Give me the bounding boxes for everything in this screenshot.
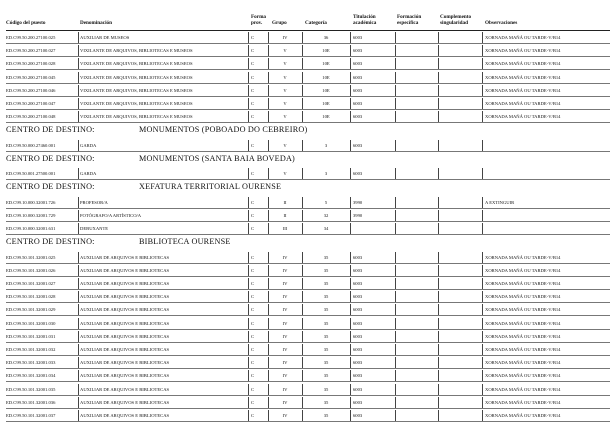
cell-categoria: 35 <box>323 360 329 366</box>
header-complemento: Complemento <box>440 14 472 20</box>
cell-codigo: ED.C99.50.101.32001.026 <box>6 267 56 273</box>
cell-codigo: ED.C99.50.101.32001.031 <box>6 333 56 339</box>
section-label: CENTRO DE DESTINO: <box>6 153 95 163</box>
cell-grupo: IV <box>282 35 288 40</box>
table-row <box>0 356 614 369</box>
cell-categoria: 3 <box>324 142 328 148</box>
cell-codigo: ED.C99.50.101.32001.027 <box>6 281 56 286</box>
cell-denominacion: AUXILIAR DE ARQUIVOS E BIBLIOTECAS <box>80 294 170 300</box>
cell-denominacion: AUXILIAR DE ARQUIVOS E BIBLIOTECAS <box>80 360 170 366</box>
header-grupo: Grupo <box>272 20 287 26</box>
cell-titulacion: 6003 <box>353 386 363 392</box>
cell-categoria: 35 <box>323 413 329 418</box>
table-row <box>0 343 614 356</box>
cell-grupo: IV <box>282 254 288 260</box>
cell-codigo: ED.C99.10.000.32001.726 <box>6 199 56 205</box>
cell-denominacion: VIXILANTE DE ARQUIVOS, BIBLIOTECAS E MUSEOS <box>80 114 193 120</box>
cell-grupo: V <box>283 114 287 120</box>
cell-grupo: IV <box>282 360 288 366</box>
cell-denominacion: AUXILIAR DE ARQUIVOS E BIBLIOTECAS <box>80 399 170 405</box>
cell-categoria: 35 <box>323 267 329 273</box>
cell-observaciones: A EXTINGUIR <box>485 199 515 205</box>
cell-categoria: 10E <box>322 61 330 67</box>
cell-observaciones: XORNADA MAÑÁ OU TARDE-V/B14 <box>485 360 561 366</box>
cell-grupo: V <box>283 48 287 54</box>
cell-codigo: ED.C99.10.000.32001.631 <box>6 226 56 232</box>
cell-categoria: 35 <box>323 347 329 352</box>
cell-codigo: ED.C99.50.001.27500.001 <box>6 171 56 177</box>
cell-grupo: IV <box>282 373 288 379</box>
cell-categoria: 35 <box>323 307 329 313</box>
cell-codigo: ED.C99.50.200.27100.046 <box>6 87 56 93</box>
cell-forma: C <box>251 281 255 286</box>
cell-denominacion: VIXILANTE DE ARQUIVOS, BIBLIOTECAS E MUSEOS <box>80 101 193 106</box>
table-row <box>0 251 614 264</box>
cell-grupo: IV <box>282 320 288 326</box>
cell-grupo: II <box>283 212 287 218</box>
cell-codigo: ED.C99.50.200.27100.025 <box>6 35 56 40</box>
cell-denominacion: AUXILIAR DE ARQUIVOS E BIBLIOTECAS <box>80 267 170 273</box>
cell-observaciones: XORNADA MAÑÁ OU TARDE-V/B14 <box>485 413 561 418</box>
cell-denominacion: AUXILIAR DE ARQUIVOS E BIBLIOTECAS <box>80 254 170 260</box>
header-formacion: Formación <box>397 14 422 20</box>
cell-denominacion: VIXILANTE DE ARQUIVOS, BIBLIOTECAS E MUSEOS <box>80 48 193 54</box>
cell-denominacion: GARDA <box>80 142 97 148</box>
cell-titulacion: 6003 <box>353 171 363 177</box>
cell-forma: C <box>251 267 255 273</box>
cell-codigo: ED.C99.50.200.27100.028 <box>6 61 56 67</box>
header-singularidad: singularidad <box>440 20 468 26</box>
cell-observaciones: XORNADA MAÑÁ OU TARDE-V/B14 <box>485 386 561 392</box>
cell-denominacion: AUXILIAR DE ARQUIVOS E BIBLIOTECAS <box>80 413 170 418</box>
section-header <box>0 235 614 248</box>
cell-grupo: IV <box>282 281 288 286</box>
cell-forma: C <box>251 399 255 405</box>
cell-denominacion: AUXILIAR DE ARQUIVOS E BIBLIOTECAS <box>80 386 170 392</box>
section-label: CENTRO DE DESTINO: <box>6 182 95 192</box>
cell-titulacion: 3990 <box>353 199 363 205</box>
cell-codigo: ED.C99.50.200.27100.027 <box>6 48 56 54</box>
cell-titulacion: 6003 <box>353 254 363 260</box>
cell-forma: C <box>251 413 255 418</box>
cell-observaciones: XORNADA MAÑÁ OU TARDE-V/B14 <box>485 114 561 120</box>
section-header <box>0 123 614 136</box>
cell-denominacion: AUXILIAR DE ARQUIVOS E BIBLIOTECAS <box>80 333 170 339</box>
cell-forma: C <box>251 373 255 379</box>
header-especifica: específica <box>397 20 419 26</box>
cell-categoria: 10E <box>322 87 330 93</box>
cell-forma: C <box>251 142 255 148</box>
cell-categoria: 35 <box>323 386 329 392</box>
cell-observaciones: XORNADA MAÑÁ OU TARDE-V/B14 <box>485 101 561 106</box>
cell-titulacion: 6003 <box>353 267 363 273</box>
section-name: MONUMENTOS (SANTA BAIA BOVEDA) <box>139 153 295 163</box>
cell-observaciones: XORNADA MAÑÁ OU TARDE-V/B14 <box>485 399 561 405</box>
cell-titulacion: 6003 <box>353 101 363 106</box>
header-titulacion: Titulación <box>353 14 376 20</box>
header-observaciones: Observaciones <box>485 20 518 26</box>
cell-titulacion: 6003 <box>353 114 363 120</box>
cell-denominacion: DEBUXANTE <box>80 226 109 232</box>
cell-observaciones: XORNADA MAÑÁ OU TARDE-V/B14 <box>485 87 561 93</box>
cell-observaciones: XORNADA MAÑÁ OU TARDE-V/B14 <box>485 254 561 260</box>
cell-grupo: V <box>283 101 287 106</box>
cell-observaciones: XORNADA MAÑÁ OU TARDE-V/B14 <box>485 35 561 40</box>
cell-observaciones: XORNADA MAÑÁ OU TARDE-V/B14 <box>485 294 561 300</box>
cell-forma: C <box>251 320 255 326</box>
table-row <box>0 84 614 97</box>
cell-forma: C <box>251 48 255 54</box>
cell-observaciones: XORNADA MAÑÁ OU TARDE-V/B14 <box>485 333 561 339</box>
section-name: MONUMENTOS (POBOADO DO CEBREIRO) <box>139 125 308 135</box>
cell-titulacion: 6003 <box>353 360 363 366</box>
cell-titulacion: 6003 <box>353 87 363 93</box>
cell-forma: C <box>251 386 255 392</box>
table-row <box>0 97 614 110</box>
cell-grupo: IV <box>282 307 288 313</box>
cell-observaciones: XORNADA MAÑÁ OU TARDE-V/B14 <box>485 74 561 80</box>
cell-grupo: V <box>283 171 287 177</box>
cell-denominacion: VIXILANTE DE ARQUIVOS, BIBLIOTECAS E MUSEOS <box>80 61 193 67</box>
table-row <box>0 290 614 303</box>
cell-titulacion: 6003 <box>353 48 363 54</box>
cell-codigo: ED.C99.50.101.32001.034 <box>6 373 56 379</box>
cell-observaciones: XORNADA MAÑÁ OU TARDE-V/B14 <box>485 61 561 67</box>
table-row <box>0 277 614 290</box>
header-prov: prov. <box>251 20 263 26</box>
cell-codigo: ED.C99.50.101.32001.028 <box>6 294 56 300</box>
table-row <box>0 409 614 422</box>
cell-categoria: 10E <box>322 114 330 120</box>
table-row <box>0 57 614 70</box>
cell-titulacion: 6003 <box>353 320 363 326</box>
cell-grupo: V <box>283 87 287 93</box>
cell-grupo: IV <box>282 294 288 300</box>
cell-forma: C <box>251 114 255 120</box>
cell-denominacion: AUXILIAR DE ARQUIVOS E BIBLIOTECAS <box>80 320 170 326</box>
section-name: XEFATURA TERRITORIAL OURENSE <box>139 182 282 192</box>
section-header <box>0 152 614 165</box>
cell-codigo: ED.C99.50.101.32001.037 <box>6 413 56 418</box>
cell-codigo: ED.C99.50.101.32001.030 <box>6 320 56 326</box>
cell-grupo: IV <box>282 333 288 339</box>
cell-categoria: 34 <box>323 226 329 232</box>
cell-categoria: 10E <box>322 48 330 54</box>
cell-forma: C <box>251 74 255 80</box>
cell-denominacion: FOTÓGRAFO/A ARTÍSTICO/A <box>80 212 142 218</box>
cell-forma: C <box>251 35 255 40</box>
table-row <box>0 383 614 396</box>
cell-titulacion: 6003 <box>353 35 363 40</box>
table-row <box>0 71 614 84</box>
cell-denominacion: VIXILANTE DE ARQUIVOS, BIBLIOTECAS E MUSEOS <box>80 87 193 93</box>
table-row <box>0 369 614 382</box>
cell-titulacion: 6003 <box>353 373 363 379</box>
cell-forma: C <box>251 61 255 67</box>
cell-forma: C <box>251 307 255 313</box>
table-row <box>0 167 614 180</box>
header-academica: académica <box>353 20 377 26</box>
cell-categoria: 36 <box>323 35 329 40</box>
cell-codigo: ED.C99.50.101.32001.032 <box>6 347 56 352</box>
header-denominacion: Denominación <box>80 20 112 26</box>
cell-grupo: IV <box>282 347 288 352</box>
cell-titulacion: 6003 <box>353 74 363 80</box>
cell-denominacion: AUXILIAR DE ARQUIVOS E BIBLIOTECAS <box>80 281 170 286</box>
cell-categoria: 35 <box>323 373 329 379</box>
cell-grupo: V <box>283 61 287 67</box>
cell-codigo: ED.C99.50.101.32001.033 <box>6 360 56 366</box>
table-row <box>0 317 614 330</box>
cell-forma: C <box>251 360 255 366</box>
cell-forma: C <box>251 333 255 339</box>
table-row <box>0 330 614 343</box>
cell-observaciones: XORNADA MAÑÁ OU TARDE-V/B14 <box>485 267 561 273</box>
cell-grupo: III <box>282 226 288 232</box>
table-row <box>0 196 614 209</box>
table-row <box>0 209 614 222</box>
cell-categoria: 35 <box>323 281 329 286</box>
cell-titulacion: 6003 <box>353 413 363 418</box>
cell-titulacion: 6003 <box>353 333 363 339</box>
cell-codigo: ED.C99.50.101.32001.025 <box>6 254 56 260</box>
cell-categoria: 35 <box>323 333 329 339</box>
cell-titulacion: 6003 <box>353 61 363 67</box>
row-rule <box>6 421 610 422</box>
table-row <box>0 31 614 44</box>
cell-observaciones: XORNADA MAÑÁ OU TARDE-V/B14 <box>485 373 561 379</box>
cell-codigo: ED.C99.50.101.32001.029 <box>6 307 56 313</box>
cell-codigo: ED.C99.50.200.27100.045 <box>6 74 56 80</box>
cell-titulacion: 6003 <box>353 142 363 148</box>
table-row <box>0 44 614 57</box>
cell-codigo: ED.C99.50.101.32001.036 <box>6 399 56 405</box>
cell-grupo: V <box>283 74 287 80</box>
section-label: CENTRO DE DESTINO: <box>6 125 95 135</box>
cell-titulacion: 6003 <box>353 399 363 405</box>
cell-codigo: ED.C99.50.200.27100.048 <box>6 114 56 120</box>
cell-denominacion: VIXILANTE DE ARQUIVOS, BIBLIOTECAS E MUSEOS <box>80 74 193 80</box>
cell-observaciones: XORNADA MAÑÁ OU TARDE-V/B14 <box>485 307 561 313</box>
cell-categoria: 32 <box>323 212 329 218</box>
cell-codigo: ED.C99.50.000.27460.001 <box>6 142 56 148</box>
cell-titulacion: 6003 <box>353 347 363 352</box>
cell-codigo: ED.C99.50.101.32001.035 <box>6 386 56 392</box>
cell-grupo: IV <box>282 267 288 273</box>
cell-denominacion: AUXILIAR DE ARQUIVOS E BIBLIOTECAS <box>80 347 170 352</box>
cell-observaciones: XORNADA MAÑÁ OU TARDE-V/B14 <box>485 320 561 326</box>
header-codigo: Código del puesto <box>6 20 46 26</box>
cell-forma: C <box>251 226 255 232</box>
cell-grupo: IV <box>282 386 288 392</box>
table-row <box>0 110 614 123</box>
cell-forma: C <box>251 101 255 106</box>
section-label: CENTRO DE DESTINO: <box>6 237 95 247</box>
section-header <box>0 180 614 193</box>
cell-denominacion: AUXILIAR DE ARQUIVOS E BIBLIOTECAS <box>80 373 170 379</box>
header-forma: Forma <box>251 14 266 20</box>
cell-observaciones: XORNADA MAÑÁ OU TARDE-V/B14 <box>485 48 561 54</box>
cell-forma: C <box>251 294 255 300</box>
section-name: BIBLIOTECA OURENSE <box>139 237 231 247</box>
cell-forma: C <box>251 87 255 93</box>
cell-grupo: IV <box>282 413 288 418</box>
table-row <box>0 303 614 316</box>
cell-categoria: 3 <box>324 171 328 177</box>
cell-grupo: IV <box>282 399 288 405</box>
cell-titulacion: 6003 <box>353 281 363 286</box>
cell-denominacion: AUXILIAR DE ARQUIVOS E BIBLIOTECAS <box>80 307 170 313</box>
cell-observaciones: XORNADA MAÑÁ OU TARDE-V/B14 <box>485 281 561 286</box>
cell-titulacion: 3990 <box>353 212 363 218</box>
cell-categoria: 35 <box>323 294 329 300</box>
cell-codigo: ED.C99.10.000.32001.729 <box>6 212 56 218</box>
cell-categoria: 10E <box>322 74 330 80</box>
table-row <box>0 264 614 277</box>
cell-grupo: V <box>283 142 287 148</box>
table-row <box>0 139 614 152</box>
cell-forma: C <box>251 254 255 260</box>
cell-forma: C <box>251 171 255 177</box>
cell-categoria: 10E <box>322 101 330 106</box>
cell-forma: C <box>251 212 255 218</box>
cell-denominacion: GARDA <box>80 171 97 177</box>
cell-forma: C <box>251 199 255 205</box>
cell-categoria: 35 <box>323 399 329 405</box>
table-row <box>0 396 614 409</box>
cell-denominacion: AUXILIAR DE MUSEOS <box>80 35 130 40</box>
cell-categoria: 35 <box>323 254 329 260</box>
cell-titulacion: 6003 <box>353 307 363 313</box>
cell-observaciones: XORNADA MAÑÁ OU TARDE-V/B14 <box>485 347 561 352</box>
cell-codigo: ED.C99.50.200.27100.047 <box>6 101 56 106</box>
cell-titulacion: 6003 <box>353 294 363 300</box>
cell-forma: C <box>251 347 255 352</box>
cell-categoria: 5 <box>324 199 328 205</box>
cell-grupo: II <box>283 199 287 205</box>
table-row <box>0 222 614 235</box>
cell-denominacion: PROFESOR/A <box>80 199 108 205</box>
cell-categoria: 35 <box>323 320 329 326</box>
header-categoria: Categoría <box>305 20 327 26</box>
